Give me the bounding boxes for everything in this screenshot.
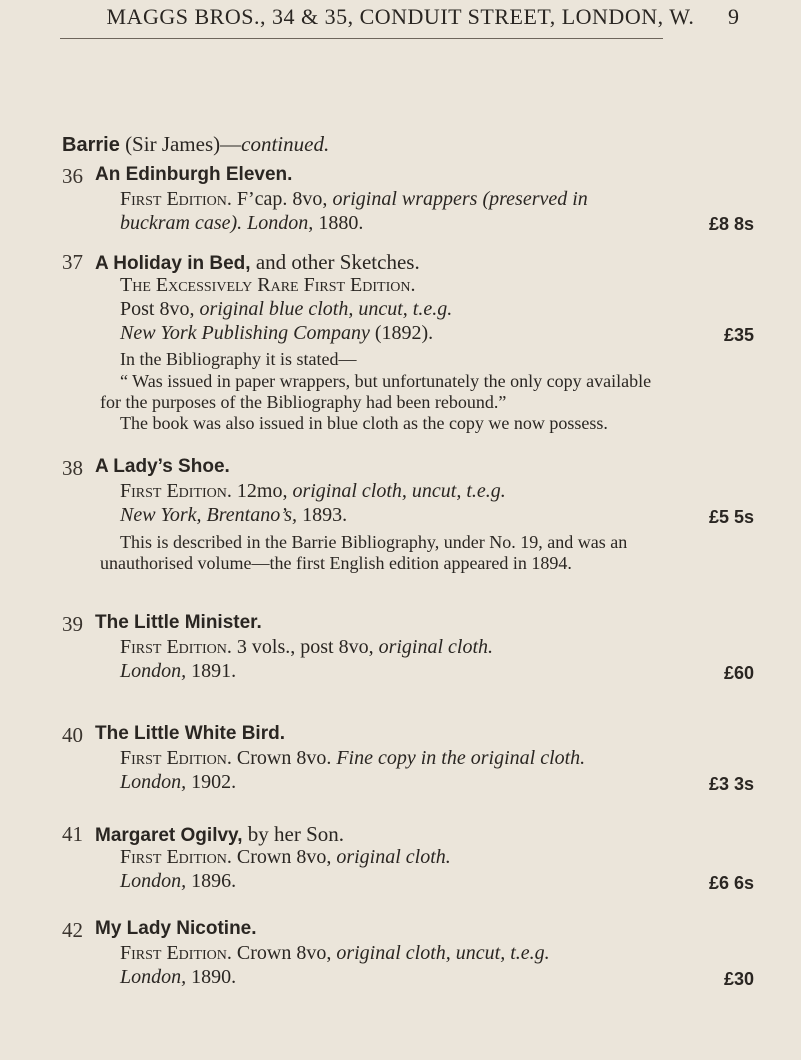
imprint-year: 1891. xyxy=(191,660,237,682)
binding: original blue cloth, uncut, t.e.g. xyxy=(199,298,453,320)
edition-label: The Excessively Rare First Edition. xyxy=(120,274,416,296)
entry-number: 40 xyxy=(62,723,83,747)
entry-imprint xyxy=(120,322,433,345)
entry-price: £5 5s xyxy=(708,507,754,527)
entry-title: The Little White Bird. xyxy=(95,723,285,744)
entry-imprint xyxy=(120,504,347,527)
binding: Fine copy in the original cloth. xyxy=(336,747,586,769)
entry-description xyxy=(120,747,585,770)
format: F’cap. 8vo, xyxy=(236,188,328,210)
imprint-place: London, xyxy=(120,660,187,682)
entry-number: 39 xyxy=(62,612,83,636)
entry-title: An Edinburgh Eleven. xyxy=(95,164,293,185)
entry-title: The Little Minister. xyxy=(95,612,262,633)
entry-price: £35 xyxy=(723,325,754,345)
entry-number: 41 xyxy=(62,822,83,846)
publisher-header: MAGGS BROS., 34 & 35, CONDUIT STREET, LONDON, W. xyxy=(106,4,695,29)
entry-number: 38 xyxy=(62,456,83,480)
entry-format xyxy=(120,298,452,321)
binding: original cloth. xyxy=(378,636,494,658)
imprint-place: New York, Brentano’s, xyxy=(120,504,298,526)
entry-description xyxy=(120,188,588,211)
imprint-year: (1892). xyxy=(374,322,434,344)
imprint-place: London, xyxy=(120,966,187,988)
imprint-place: New York Publishing Company xyxy=(120,322,370,344)
binding: original cloth. xyxy=(336,846,451,868)
entry-note: for the purposes of the Bibliography had been rebound.” xyxy=(100,392,507,412)
title-rest: by her Son. xyxy=(247,822,345,846)
author-name: Barrie xyxy=(62,134,120,156)
entry-price: £30 xyxy=(723,969,754,989)
author-full-name: (Sir James)— xyxy=(125,132,242,156)
entry-price: £3 3s xyxy=(708,774,754,794)
imprint-year: 1890. xyxy=(191,966,237,988)
section-heading xyxy=(62,132,329,157)
entry-imprint xyxy=(120,212,363,235)
page-header xyxy=(0,0,801,46)
binding: original wrappers (preserved in xyxy=(332,188,588,210)
entry-imprint xyxy=(120,966,236,989)
entry-note: unauthorised volume—the first English edition appeared in 1894. xyxy=(100,553,572,573)
imprint-year: 1893. xyxy=(302,504,348,526)
format: Post 8vo, xyxy=(120,298,195,320)
imprint-place: London, xyxy=(120,771,187,793)
entry-note: In the Bibliography it is stated— xyxy=(120,349,357,369)
format: 3 vols., post 8vo, xyxy=(236,636,374,658)
entry-description xyxy=(120,636,493,659)
header-rule xyxy=(60,38,663,39)
format: 12mo, xyxy=(236,480,288,502)
page-number: 9 xyxy=(728,4,739,29)
imprint-year: 1902. xyxy=(191,771,237,793)
entry-imprint xyxy=(120,870,236,893)
continued-label: continued. xyxy=(241,132,330,156)
entry-number: 42 xyxy=(62,918,83,942)
entry-imprint xyxy=(120,660,236,683)
title-bold: Margaret Ogilvy, xyxy=(95,825,243,846)
edition-label: First Edition. xyxy=(120,188,232,210)
title-bold: A Holiday in Bed, xyxy=(95,253,251,274)
imprint-year: 1896. xyxy=(191,870,237,892)
entry-description xyxy=(120,274,415,297)
entry-title: My Lady Nicotine. xyxy=(95,918,257,939)
entry-title: A Lady’s Shoe. xyxy=(95,456,230,477)
entry-description xyxy=(120,846,451,869)
title-rest: and other Sketches. xyxy=(255,250,420,274)
entry-number: 36 xyxy=(62,164,83,188)
entry-price: £60 xyxy=(723,663,754,683)
entry-price: £6 6s xyxy=(708,873,754,893)
imprint-place: buckram case). London, xyxy=(120,212,314,234)
edition-label: First Edition. xyxy=(120,747,232,769)
entry-imprint xyxy=(120,771,236,794)
binding: original cloth, uncut, t.e.g. xyxy=(292,480,506,502)
format: Crown 8vo, xyxy=(236,942,332,964)
entry-number: 37 xyxy=(62,250,83,274)
edition-label: First Edition. xyxy=(120,942,232,964)
entry-description xyxy=(120,942,550,965)
entry-title xyxy=(95,250,420,275)
format: Crown 8vo, xyxy=(236,846,332,868)
entry-note: “ Was issued in paper wrappers, but unfortunately the only copy available xyxy=(120,371,652,391)
entry-note: The book was also issued in blue cloth as the copy we now possess. xyxy=(120,413,608,433)
entry-price: £8 8s xyxy=(708,214,754,234)
imprint-year: 1880. xyxy=(318,212,364,234)
imprint-place: London, xyxy=(120,870,187,892)
edition-label: First Edition. xyxy=(120,846,232,868)
entry-note: This is described in the Barrie Bibliography, under No. 19, and was an xyxy=(120,532,628,552)
entry-title xyxy=(95,822,344,847)
binding: original cloth, uncut, t.e.g. xyxy=(336,942,550,964)
format: Crown 8vo. xyxy=(236,747,332,769)
entry-description xyxy=(120,480,506,503)
edition-label: First Edition. xyxy=(120,636,232,658)
edition-label: First Edition. xyxy=(120,480,232,502)
